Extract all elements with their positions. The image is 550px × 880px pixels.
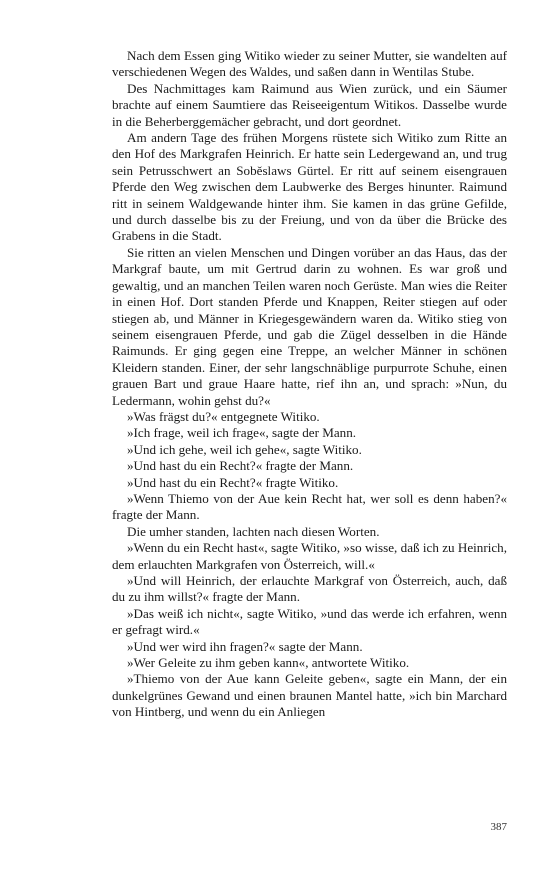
page-number: 387 [490,821,507,833]
paragraph: Sie ritten an vielen Menschen und Dingen vorüber an das Haus, das der Markgraf baute, um mit Gertrud darin zu wohnen. Es war groß und gewaltig, und an manchen Teilen waren noch Gerüste. Man wies die Reiter in einen Hof. Dort standen Pferde und Knappen, Reiter stiegen auf oder stiegen ab, und Männer in Kriegesgewändern waren da. Witiko stieg von seinem eisengrauen Pferde, und gab die Zügel desselben in die Hände Raimunds. Er ging gegen eine Treppe, an welcher Männer in schönen Kleidern standen. Einer, der sehr langschnäblige purpurrote Schuhe, einen grauen Bart und graue Haare hatte, rief ihn an, und sprach: »Nun, du Ledermann, wohin gehst du?« [112,244,507,408]
paragraph: »Das weiß ich nicht«, sagte Witiko, »und das werde ich erfahren, wenn er gefragt wird.« [112,605,507,638]
paragraph: Am andern Tage des frühen Morgens rüstete sich Witiko zum Ritte an den Hof des Markgrafen Heinrich. Er hatte sein Ledergewand an, und trug sein Petrusschwert an Soběslaws Gürtel. Er ritt auf seinem eisengrauen Pferde den Weg zwischen dem Laubwerke des Berges hinunter. Raimund ritt in seinem Waldgewande hinter ihm. Sie kamen in das grüne Gefilde, und durch dasselbe bis zu der Freiung, und von da über die Brücke des Grabens in die Stadt. [112,130,507,244]
paragraph: Die umher standen, lachten nach diesen Worten. [127,523,380,539]
paragraph: »Und will Heinrich, der erlauchte Markgraf von Österreich, auch, daß du zu ihm willst?« fragte der Mann. [112,573,507,605]
paragraph: »Wenn Thiemo von der Aue kein Recht hat, wer soll es denn haben?« fragte der Mann. [112,490,507,523]
paragraph: »Thiemo von der Aue kann Geleite geben«, sagte ein Mann, der ein dunkelgrünes Gewand und einen braunen Mantel hatte, »ich bin Marchard von Hintberg, und wenn du ein Anliegen [112,671,507,720]
page-body [112,48,507,721]
paragraph: »Was frägst du?« entgegnete Witiko. [127,408,320,424]
paragraph: »Ich frage, weil ich frage«, sagte der Mann. [127,425,357,441]
paragraph: »Wenn du ein Recht hast«, sagte Witiko, »so wisse, daß ich zu Heinrich, dem erlauchten Markgrafen von Österreich, will.« [112,540,507,572]
paragraph: »Und hast du ein Recht?« fragte der Mann. [127,458,354,474]
paragraph: »Und ich gehe, weil ich gehe«, sagte Witiko. [127,441,362,457]
paragraph: »Wer Geleite zu ihm geben kann«, antwortete Witiko. [127,655,410,671]
paragraph: Des Nachmittages kam Raimund aus Wien zurück, und ein Säumer brachte auf einem Saumtiere das Reiseeigentum Witikos. Dasselbe wurde in die Beherberggemächer gebracht, und dort geordnet. [112,80,507,129]
paragraph: Nach dem Essen ging Witiko wieder zu seiner Mutter, sie wandelten auf verschiedenen Wegen des Waldes, und saßen dann in Wentilas Stube. [112,48,507,80]
paragraph: »Und hast du ein Recht?« fragte Witiko. [127,474,339,490]
paragraph: »Und wer wird ihn fragen?« sagte der Mann. [127,638,363,654]
